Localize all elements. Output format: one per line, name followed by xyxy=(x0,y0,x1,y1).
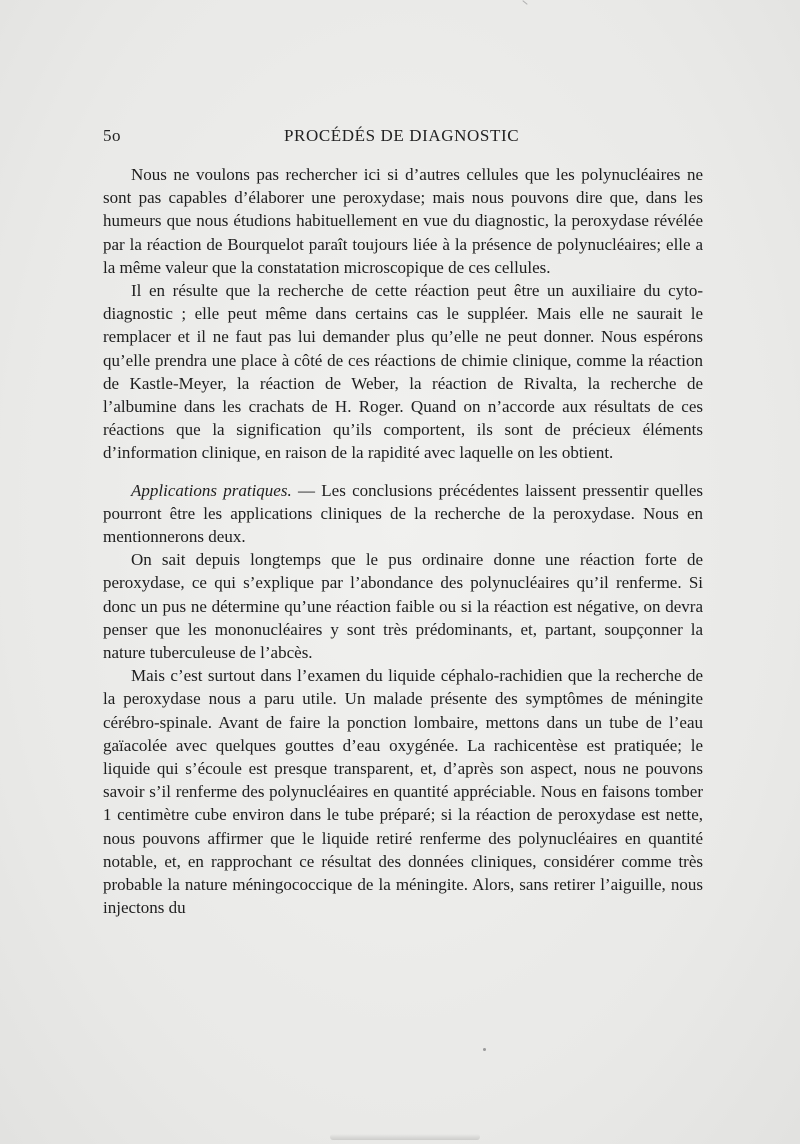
page-number: 5o xyxy=(103,126,121,145)
body-text xyxy=(103,163,703,920)
paragraph-peroxydase-polynucleaires: Nous ne voulons pas rechercher ici si d’autres cellules que les polynucléaires ne sont pas capables d’élaborer une peroxydase; mais nous pouvons dire que, dans les humeurs que nous étudions habituellement en vue du diagnostic, la peroxydase révélée par la réaction de Bourquelot paraît toujours liée à la présence de polynucléaires; elle a la même valeur que la constatation microscopique de ces cellules. xyxy=(103,165,703,277)
running-head xyxy=(103,126,703,148)
section-subhead: Applications pratiques. xyxy=(131,480,292,500)
paragraph-applications-pratiques xyxy=(103,479,703,549)
scan-speck xyxy=(483,1048,486,1051)
paragraph-liquide-cephalo-rachidien: Mais c’est surtout dans l’examen du liquide céphalo-rachidien que la recherche de la peroxydase nous a paru utile. Un malade présente des symptômes de méningite cérébro-spinale. Avant de faire la ponction lombaire, mettons dans un tube de l’eau gaïacolée avec quelques gouttes d’eau oxygénée. La rachicentèse est pratiquée; le liquide qui s’écoule est presque transparent, et, d’après son aspect, nous ne pouvons savoir s’il renferme des polynucléaires en quantité appréciable. Nous en faisons tomber 1 centimètre cube environ dans le tube préparé; si la réaction de peroxydase est nette, nous pouvons affirmer que le liquide retiré renferme des polynucléaires en quantité notable, et, en rapprochant ce résultat des données cliniques, considérer comme très probable la nature méningococcique de la méningite. Alors, sans retirer l’aiguille, nous injectons du xyxy=(103,666,703,918)
page-edge-shadow xyxy=(330,1134,480,1140)
scan-speck xyxy=(522,0,527,5)
paragraph-pus-ordinaire: On sait depuis longtemps que le pus ordinaire donne une réaction forte de peroxydase, ce qui s’explique par l’abondance des polynucléaires qu’il renferme. Si donc un pus ne détermine qu’une réaction faible ou si la réaction est négative, on devra penser que les mononucléaires y sont très prédominants, et, partant, soupçonner la nature tuberculeuse de l’abcès. xyxy=(103,550,703,663)
section-intro-text: — Les conclusions précédentes laissent pressentir quelles pourront être les applications cliniques de la recherche de la peroxydase. Nous en mentionnerons deux. xyxy=(103,480,703,547)
running-title: PROCÉDÉS DE DIAGNOSTIC xyxy=(284,126,520,145)
paragraph-cyto-diagnostic: Il en résulte que la recherche de cette réaction peut être un auxiliaire du cyto-diagnostic ; elle peut même dans certains cas le suppléer. Mais elle ne saurait le remplacer et il ne faut pas lui demander plus qu’elle ne peut donner. Nous espérons qu’elle prendra une place à côté de ces réactions de chimie clinique, comme la réaction de Kastle-Meyer, la réaction de Weber, la réaction de Rivalta, la recherche de l’albumine dans les crachats de H. Roger. Quand on n’accorde aux résultats de ces réactions que la signification qu’ils comportent, ils sont de précieux éléments d’information clinique, en raison de la rapidité avec laquelle on les obtient. xyxy=(103,281,703,463)
